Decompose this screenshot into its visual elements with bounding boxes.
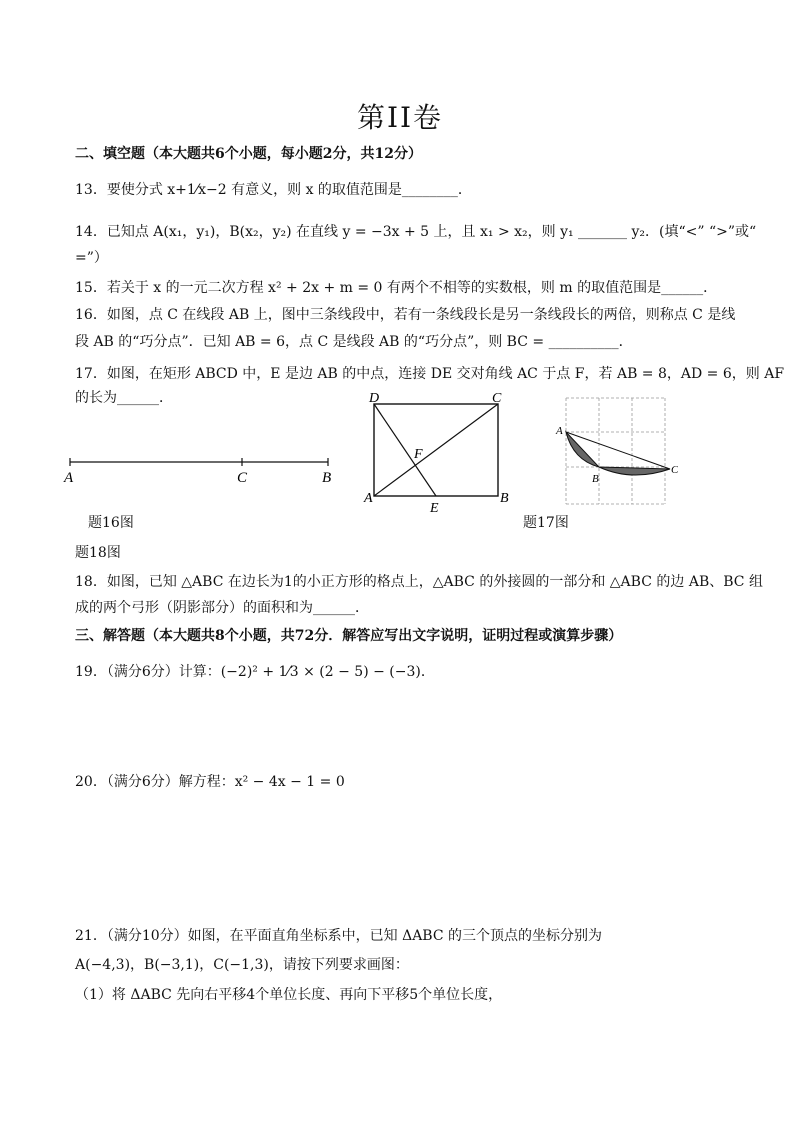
question-16-line2: 段 AB 的“巧分点”．已知 AB = 6，点 C 是线段 AB 的“巧分点”，则 BC = __________． xyxy=(75,334,633,350)
label-f: F xyxy=(414,447,423,462)
question-18-line2: 成的两个弓形（阴影部分）的面积和为______． xyxy=(75,600,369,616)
figure-16-caption: 题16图 xyxy=(88,515,134,531)
label-e: E xyxy=(430,501,439,516)
figure-17 xyxy=(360,390,520,516)
shaded-segment-bc xyxy=(599,467,670,475)
question-17-line1: 17．如图，在矩形 ABCD 中，E 是边 AB 的中点，连接 DE 交对角线 AC 于点 F，若 AB = 8，AD = 6，则 AF xyxy=(75,366,785,382)
question-13: 13．要使分式 x+1⁄x−2 有意义，则 x 的取值范围是________． xyxy=(75,182,472,198)
question-21-line3: （1）将 ΔABC 先向右平移4个单位长度、再向下平移5个单位长度， xyxy=(75,987,503,1003)
label-a: A xyxy=(556,425,563,437)
figure-16 xyxy=(60,450,350,490)
figure-18-caption: 题18图 xyxy=(75,545,121,561)
label-c: C xyxy=(492,391,502,406)
label-c: C xyxy=(671,464,678,476)
question-16-line1: 16．如图，点 C 在线段 AB 上，图中三条线段中，若有一条线段长是另一条线段长的两倍，则称点 C 是线 xyxy=(75,307,736,323)
shaded-segment-ab xyxy=(566,432,599,467)
label-a: A xyxy=(364,491,373,506)
label-c: C xyxy=(237,470,248,486)
label-a: A xyxy=(64,470,74,486)
question-14-line2: =”） xyxy=(75,250,108,266)
question-18-line1: 18．如图，已知 △ABC 在边长为1的小正方形的格点上，△ABC 的外接圆的一部分和 △ABC 的边 AB、BC 组 xyxy=(75,574,763,590)
question-17-line2: 的长为______． xyxy=(75,390,173,406)
page-title: 第II卷 xyxy=(356,101,444,134)
question-21-line1: 21．（满分10分）如图，在平面直角坐标系中，已知 ΔABC 的三个顶点的坐标分别为 xyxy=(75,928,603,944)
section-heading-fill: 二、填空题（本大题共6个小题，每小题2分，共12分） xyxy=(75,146,422,162)
label-b: B xyxy=(500,491,509,506)
question-21-line2: A(−4,3)，B(−3,1)，C(−1,3)，请按下列要求画图： xyxy=(75,957,409,973)
diagonal-ac xyxy=(374,404,498,496)
section-heading-solve: 三、解答题（本大题共8个小题，共72分．解答应写出文字说明，证明过程或演算步骤） xyxy=(75,628,623,644)
figure-18 xyxy=(548,392,678,508)
question-15: 15．若关于 x 的一元二次方程 x² + 2x + m = 0 有两个不相等的实数根，则 m 的取值范围是______． xyxy=(75,280,718,296)
label-b: B xyxy=(322,470,332,486)
label-d: D xyxy=(369,391,380,406)
label-b: B xyxy=(592,473,599,485)
segment-de xyxy=(374,404,436,496)
question-20: 20．（满分6分）解方程：x² − 4x − 1 = 0 xyxy=(75,774,345,790)
question-14-line1: 14．已知点 A(x₁，y₁)，B(x₂，y₂) 在直线 y = −3x + 5 上，且 x₁ > x₂，则 y₁ _______ y₂．(填“<” “>”或“ xyxy=(75,224,757,240)
question-19: 19．（满分6分）计算：(−2)² + 1⁄3 × (2 − 5) − (−3)． xyxy=(75,664,435,680)
figure-17-caption: 题17图 xyxy=(523,515,569,531)
